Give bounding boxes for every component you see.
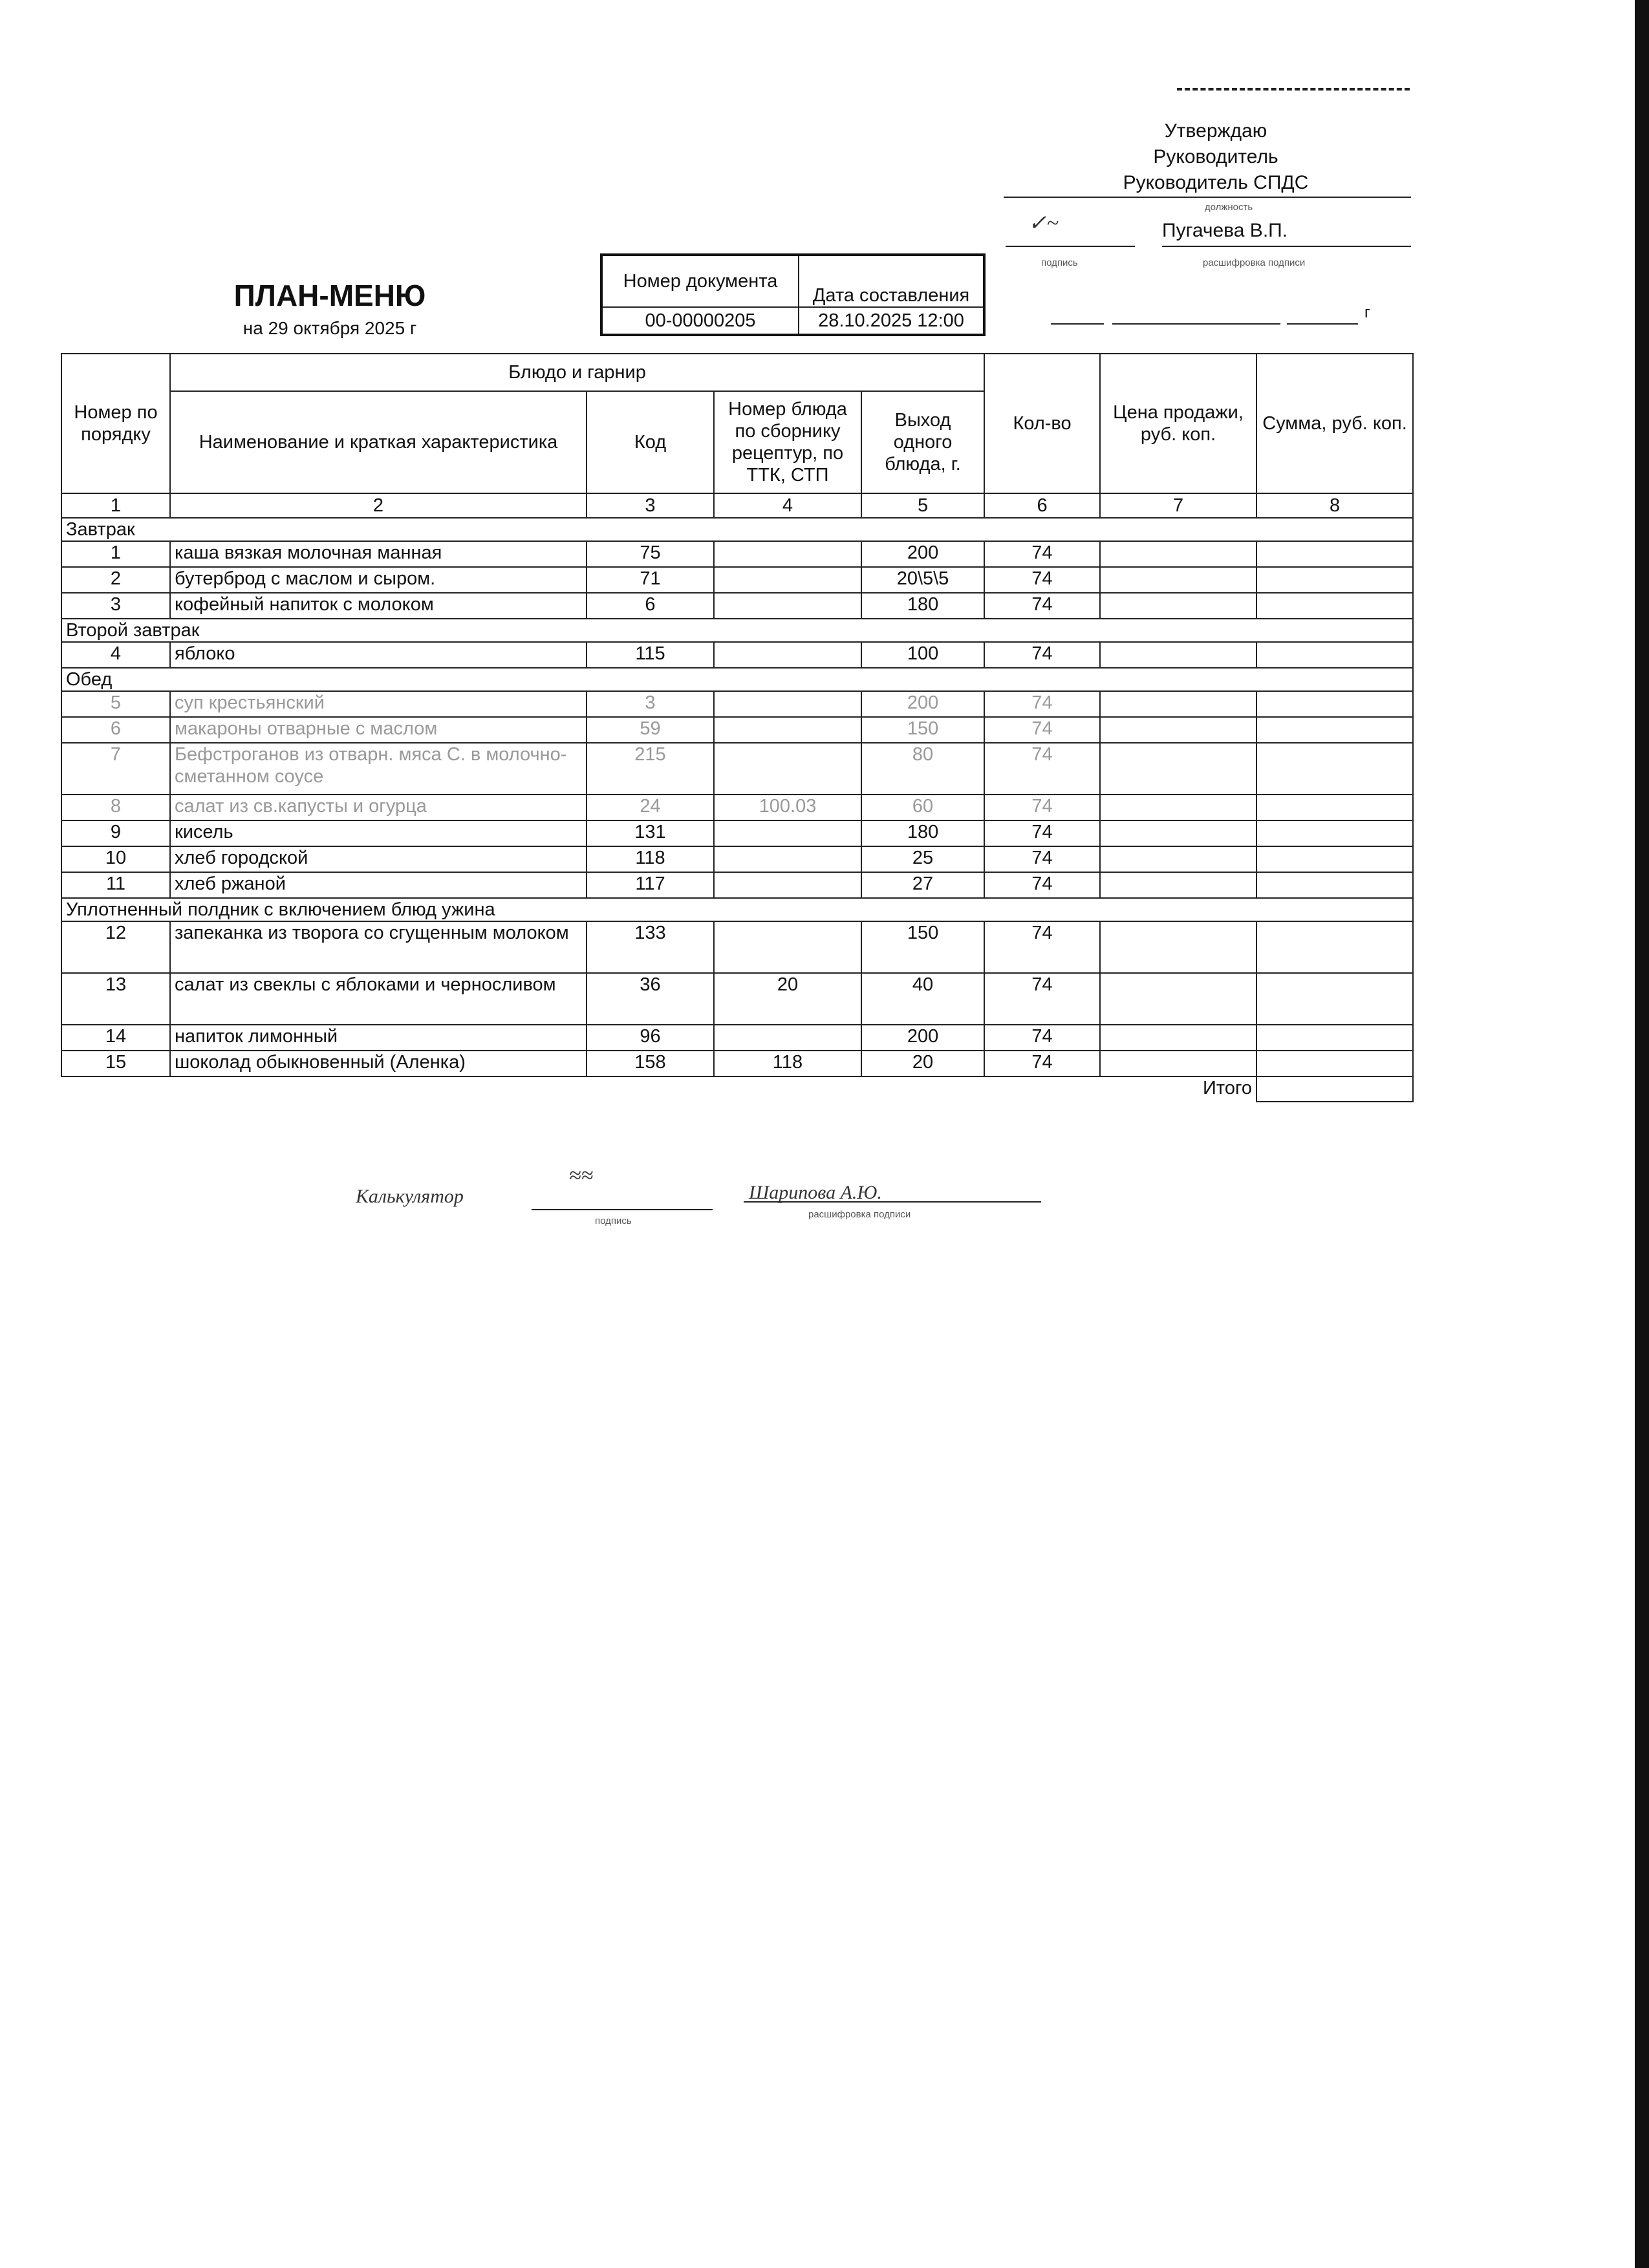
dish-qty: 74: [984, 691, 1100, 717]
total-label: Итого: [1203, 1078, 1253, 1098]
dish-yield: 150: [861, 921, 984, 973]
dish-qty: 74: [984, 846, 1100, 872]
dish-name: шоколад обыкновенный (Аленка): [170, 1051, 587, 1076]
column-number: 6: [984, 493, 1100, 518]
dish-code: 59: [587, 717, 714, 743]
scan-mark: [1177, 88, 1410, 91]
table-row: [61, 567, 1413, 593]
row-number: 9: [61, 820, 170, 846]
dish-name: яблоко: [170, 642, 587, 668]
table-row: [61, 642, 1413, 668]
dish-name: кофейный напиток с молоком: [170, 593, 587, 619]
dish-yield: 200: [861, 691, 984, 717]
row-number: 4: [61, 642, 170, 668]
dish-price: [1100, 846, 1256, 872]
column-number: 4: [714, 493, 861, 518]
table-row: [61, 691, 1413, 717]
dish-code: 3: [587, 691, 714, 717]
total-row: [61, 1076, 1413, 1102]
table-row: [61, 921, 1413, 973]
dish-code: 158: [587, 1051, 714, 1076]
recipe-number: [714, 541, 861, 567]
dish-yield: 180: [861, 593, 984, 619]
dish-code: 71: [587, 567, 714, 593]
header-group: Блюдо и гарнир: [170, 354, 984, 391]
menu-table: [61, 353, 1414, 1102]
signature-caption: подпись: [1041, 257, 1078, 268]
dish-yield: 200: [861, 1025, 984, 1051]
row-number: 14: [61, 1025, 170, 1051]
header-col-5: Выход одного блюда, г.: [861, 391, 984, 493]
approver-role: Руководитель: [1153, 146, 1278, 167]
header-price: Цена продажи, руб. коп.: [1100, 354, 1256, 493]
dish-yield: 150: [861, 717, 984, 743]
dish-name: суп крестьянский: [170, 691, 587, 717]
dish-name: салат из свеклы с яблоками и черносливом: [170, 973, 587, 1025]
row-number: 15: [61, 1051, 170, 1076]
table-row: [61, 541, 1413, 567]
row-number: 13: [61, 973, 170, 1025]
row-number: 10: [61, 846, 170, 872]
doc-date-header: Дата составления: [799, 255, 984, 307]
header-row-group: [61, 354, 1413, 391]
table-row: [61, 717, 1413, 743]
calculator-decode-caption: расшифровка подписи: [808, 1209, 911, 1220]
header-col-3: Код: [587, 391, 714, 493]
recipe-number: [714, 717, 861, 743]
dish-price: [1100, 795, 1256, 820]
approver-signature: ✓~: [1028, 211, 1059, 235]
calculator-signature-caption: подпись: [595, 1215, 632, 1226]
dish-sum: [1256, 642, 1413, 668]
dish-code: 133: [587, 921, 714, 973]
section-row: [61, 898, 1413, 921]
dish-sum: [1256, 743, 1413, 795]
recipe-number: [714, 593, 861, 619]
row-number: 5: [61, 691, 170, 717]
dish-sum: [1256, 973, 1413, 1025]
document-info-box: [600, 253, 986, 336]
recipe-number: 100.03: [714, 795, 861, 820]
dish-sum: [1256, 921, 1413, 973]
dish-qty: 74: [984, 1051, 1100, 1076]
recipe-number: [714, 743, 861, 795]
dish-price: [1100, 973, 1256, 1025]
dish-name: Бефстроганов из отварн. мяса С. в молочно-сметанном соусе: [170, 743, 587, 795]
table-row: [61, 820, 1413, 846]
column-number: 2: [170, 493, 587, 518]
dish-code: 118: [587, 846, 714, 872]
recipe-number: [714, 642, 861, 668]
dish-name: напиток лимонный: [170, 1025, 587, 1051]
dish-sum: [1256, 691, 1413, 717]
dish-price: [1100, 820, 1256, 846]
recipe-number: [714, 820, 861, 846]
dish-yield: 20\5\5: [861, 567, 984, 593]
dish-qty: 74: [984, 1025, 1100, 1051]
dish-yield: 27: [861, 872, 984, 898]
dish-name: макароны отварные с маслом: [170, 717, 587, 743]
header-col-4: Номер блюда по сборнику рецептур, по ТТК, СТП: [714, 391, 861, 493]
section-title: Уплотненный полдник с включением блюд ужина: [61, 898, 1413, 921]
recipe-number: [714, 1025, 861, 1051]
approver-position: Руководитель СПДС: [1123, 172, 1309, 193]
dish-sum: [1256, 593, 1413, 619]
column-number: 8: [1256, 493, 1413, 518]
dish-sum: [1256, 795, 1413, 820]
table-row: [61, 593, 1413, 619]
dish-qty: 74: [984, 743, 1100, 795]
column-number: 7: [1100, 493, 1256, 518]
section-row: [61, 619, 1413, 642]
dish-price: [1100, 593, 1256, 619]
header-col-2: Наименование и краткая характеристика: [170, 391, 587, 493]
dish-price: [1100, 541, 1256, 567]
dish-code: 24: [587, 795, 714, 820]
column-number: 1: [61, 493, 170, 518]
recipe-number: [714, 872, 861, 898]
year-suffix: г: [1364, 304, 1370, 321]
dish-sum: [1256, 541, 1413, 567]
dish-price: [1100, 642, 1256, 668]
dish-code: 96: [587, 1025, 714, 1051]
dish-code: 131: [587, 820, 714, 846]
row-number: 11: [61, 872, 170, 898]
dish-price: [1100, 1025, 1256, 1051]
dish-price: [1100, 717, 1256, 743]
dish-qty: 74: [984, 921, 1100, 973]
page-subtitle: на 29 октября 2025 г: [242, 318, 417, 338]
calculator-name: Шарипова А.Ю.: [749, 1182, 882, 1203]
table-row: [61, 846, 1413, 872]
dish-qty: 74: [984, 541, 1100, 567]
section-title: Обед: [61, 668, 1413, 691]
dish-qty: 74: [984, 717, 1100, 743]
dish-qty: 74: [984, 973, 1100, 1025]
table-row: [61, 743, 1413, 795]
dish-yield: 180: [861, 820, 984, 846]
dish-yield: 100: [861, 642, 984, 668]
header-qty: Кол-во: [984, 354, 1100, 493]
dish-name: хлеб городской: [170, 846, 587, 872]
dish-sum: [1256, 717, 1413, 743]
dish-qty: 74: [984, 642, 1100, 668]
dish-code: 215: [587, 743, 714, 795]
dish-sum: [1256, 1025, 1413, 1051]
column-number-row: [61, 493, 1413, 518]
row-number: 1: [61, 541, 170, 567]
table-row: [61, 795, 1413, 820]
scan-edge: [1635, 0, 1649, 2268]
dish-yield: 25: [861, 846, 984, 872]
dish-qty: 74: [984, 795, 1100, 820]
doc-number-header: Номер документа: [601, 255, 799, 307]
table-row: [61, 1025, 1413, 1051]
dish-name: салат из св.капусты и огурца: [170, 795, 587, 820]
table-row: [61, 872, 1413, 898]
page-title: ПЛАН-МЕНЮ: [233, 279, 426, 312]
row-number: 8: [61, 795, 170, 820]
dish-name: бутерброд с маслом и сыром.: [170, 567, 587, 593]
dish-sum: [1256, 872, 1413, 898]
dish-name: кисель: [170, 820, 587, 846]
dish-price: [1100, 921, 1256, 973]
dish-yield: 80: [861, 743, 984, 795]
column-number: 3: [587, 493, 714, 518]
dish-price: [1100, 691, 1256, 717]
dish-yield: 60: [861, 795, 984, 820]
dish-price: [1100, 567, 1256, 593]
dish-qty: 74: [984, 872, 1100, 898]
dish-yield: 20: [861, 1051, 984, 1076]
dish-name: каша вязкая молочная манная: [170, 541, 587, 567]
table-row: [61, 1051, 1413, 1076]
calculator-label: Калькулятор: [356, 1186, 464, 1207]
row-number: 6: [61, 717, 170, 743]
dish-price: [1100, 872, 1256, 898]
dish-price: [1100, 1051, 1256, 1076]
dish-yield: 40: [861, 973, 984, 1025]
recipe-number: [714, 691, 861, 717]
section-row: [61, 518, 1413, 541]
approve-label: Утверждаю: [1164, 120, 1267, 142]
row-number: 7: [61, 743, 170, 795]
dish-qty: 74: [984, 593, 1100, 619]
row-number: 12: [61, 921, 170, 973]
dish-sum: [1256, 820, 1413, 846]
dish-price: [1100, 743, 1256, 795]
dish-yield: 200: [861, 541, 984, 567]
dish-code: 115: [587, 642, 714, 668]
approver-name: Пугачева В.П.: [1162, 220, 1288, 241]
row-number: 2: [61, 567, 170, 593]
doc-number: 00-00000205: [601, 307, 799, 335]
dish-qty: 74: [984, 567, 1100, 593]
header-order: Номер по порядку: [61, 354, 170, 493]
dish-code: 36: [587, 973, 714, 1025]
section-row: [61, 668, 1413, 691]
doc-date: 28.10.2025 12:00: [799, 307, 984, 335]
dish-sum: [1256, 846, 1413, 872]
header-sum: Сумма, руб. коп.: [1256, 354, 1413, 493]
column-number: 5: [861, 493, 984, 518]
decode-caption: расшифровка подписи: [1203, 257, 1306, 268]
dish-name: хлеб ржаной: [170, 872, 587, 898]
dish-code: 75: [587, 541, 714, 567]
recipe-number: [714, 846, 861, 872]
recipe-number: 20: [714, 973, 861, 1025]
section-title: Второй завтрак: [61, 619, 1413, 642]
recipe-number: [714, 921, 861, 973]
recipe-number: 118: [714, 1051, 861, 1076]
dish-sum: [1256, 567, 1413, 593]
recipe-number: [714, 567, 861, 593]
dish-qty: 74: [984, 820, 1100, 846]
row-number: 3: [61, 593, 170, 619]
dish-name: запеканка из творога со сгущенным молоком: [170, 921, 587, 973]
section-title: Завтрак: [61, 518, 1413, 541]
position-caption: должность: [1204, 202, 1253, 213]
total-value: [1256, 1076, 1413, 1102]
table-row: [61, 973, 1413, 1025]
dish-code: 117: [587, 872, 714, 898]
dish-code: 6: [587, 593, 714, 619]
dish-sum: [1256, 1051, 1413, 1076]
calculator-signature: ≈≈: [569, 1164, 594, 1188]
